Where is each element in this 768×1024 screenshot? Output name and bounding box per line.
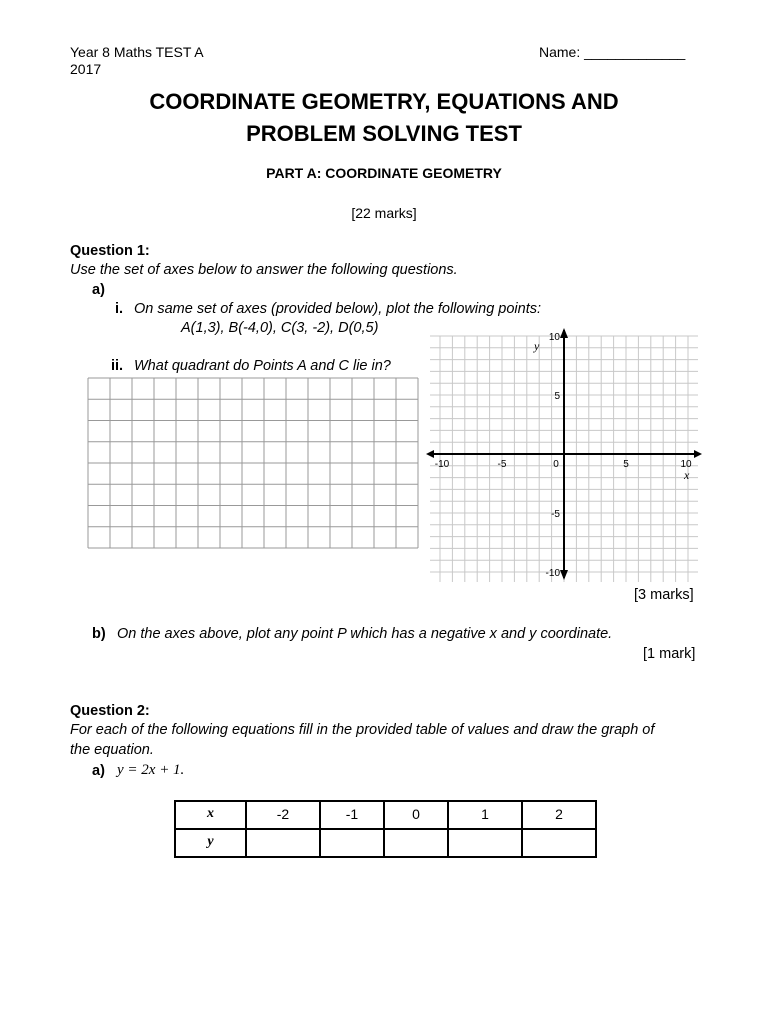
table-cell-x: 0 <box>384 801 448 829</box>
x-tick-label: 5 <box>623 459 629 470</box>
x-axis-arrow-right <box>694 450 702 458</box>
question-2-heading: Question 2: <box>70 703 150 719</box>
table-header-y: y <box>175 829 246 857</box>
question-1ai-label: i. <box>115 301 124 317</box>
question-2a-label: a) <box>92 763 105 779</box>
points-list: A(1,3), B(-4,0), C(3, -2), D(0,5) <box>181 320 379 336</box>
table-cell-y-input[interactable] <box>320 829 384 857</box>
question-2a-equation: y = 2x + 1. <box>117 762 185 778</box>
page-title-line1: COORDINATE GEOMETRY, EQUATIONS AND <box>149 89 619 114</box>
y-tick-label: 10 <box>548 332 560 343</box>
question-2-intro-line2: the equation. <box>70 742 154 758</box>
question-2-intro-line1: For each of the following equations fill in the provided table of values and draw the graph of <box>70 722 655 738</box>
part-a-heading: PART A: COORDINATE GEOMETRY <box>266 165 502 181</box>
question-1b-label: b) <box>92 626 106 642</box>
table-of-values <box>174 800 597 858</box>
y-axis-arrow-up <box>560 328 568 338</box>
header-test-name: Year 8 Maths TEST A <box>70 44 204 60</box>
question-1-intro: Use the set of axes below to answer the following questions. <box>70 262 458 278</box>
x-tick-label: -5 <box>497 459 507 470</box>
table-cell-y-input[interactable] <box>448 829 522 857</box>
question-1b-text: On the axes above, plot any point P which has a negative x and y coordinate. <box>117 626 613 642</box>
table-cell-y-input[interactable] <box>246 829 320 857</box>
table-row-y <box>175 829 596 857</box>
total-marks: [22 marks] <box>351 205 417 221</box>
y-tick-label: -5 <box>551 509 560 520</box>
answer-grid-box[interactable] <box>87 377 420 550</box>
name-field-label: Name: _____________ <box>539 44 686 60</box>
table-cell-x: 1 <box>448 801 522 829</box>
x-tick-label: 0 <box>553 459 559 470</box>
y-axis-arrow-down <box>560 570 568 580</box>
table-cell-x: -1 <box>320 801 384 829</box>
header-year: 2017 <box>70 61 102 77</box>
table-cell-x: 2 <box>522 801 596 829</box>
table-row-x <box>175 801 596 829</box>
x-tick-label: 10 <box>680 459 692 470</box>
question-1b-marks: [1 mark] <box>643 646 696 662</box>
question-1aii-text: What quadrant do Points A and C lie in? <box>134 358 391 374</box>
question-1aii-label: ii. <box>111 358 124 374</box>
table-cell-y-input[interactable] <box>522 829 596 857</box>
table-header-x: x <box>175 801 246 829</box>
question-1a-marks: [3 marks] <box>634 587 694 603</box>
table-cell-y-input[interactable] <box>384 829 448 857</box>
coordinate-axes-grid[interactable] <box>424 322 704 586</box>
y-tick-label: 5 <box>554 391 560 402</box>
x-axis-arrow-left <box>426 450 434 458</box>
x-tick-label: -10 <box>434 459 450 470</box>
question-1a-label: a) <box>92 282 105 298</box>
table-cell-x: -2 <box>246 801 320 829</box>
question-1-heading: Question 1: <box>70 243 150 259</box>
y-axis-label: y <box>534 339 540 353</box>
question-1ai-text: On same set of axes (provided below), plot the following points: <box>134 301 542 317</box>
y-tick-label: -10 <box>545 568 560 579</box>
x-axis-label: x <box>684 468 690 482</box>
page-title-line2: PROBLEM SOLVING TEST <box>246 121 522 146</box>
